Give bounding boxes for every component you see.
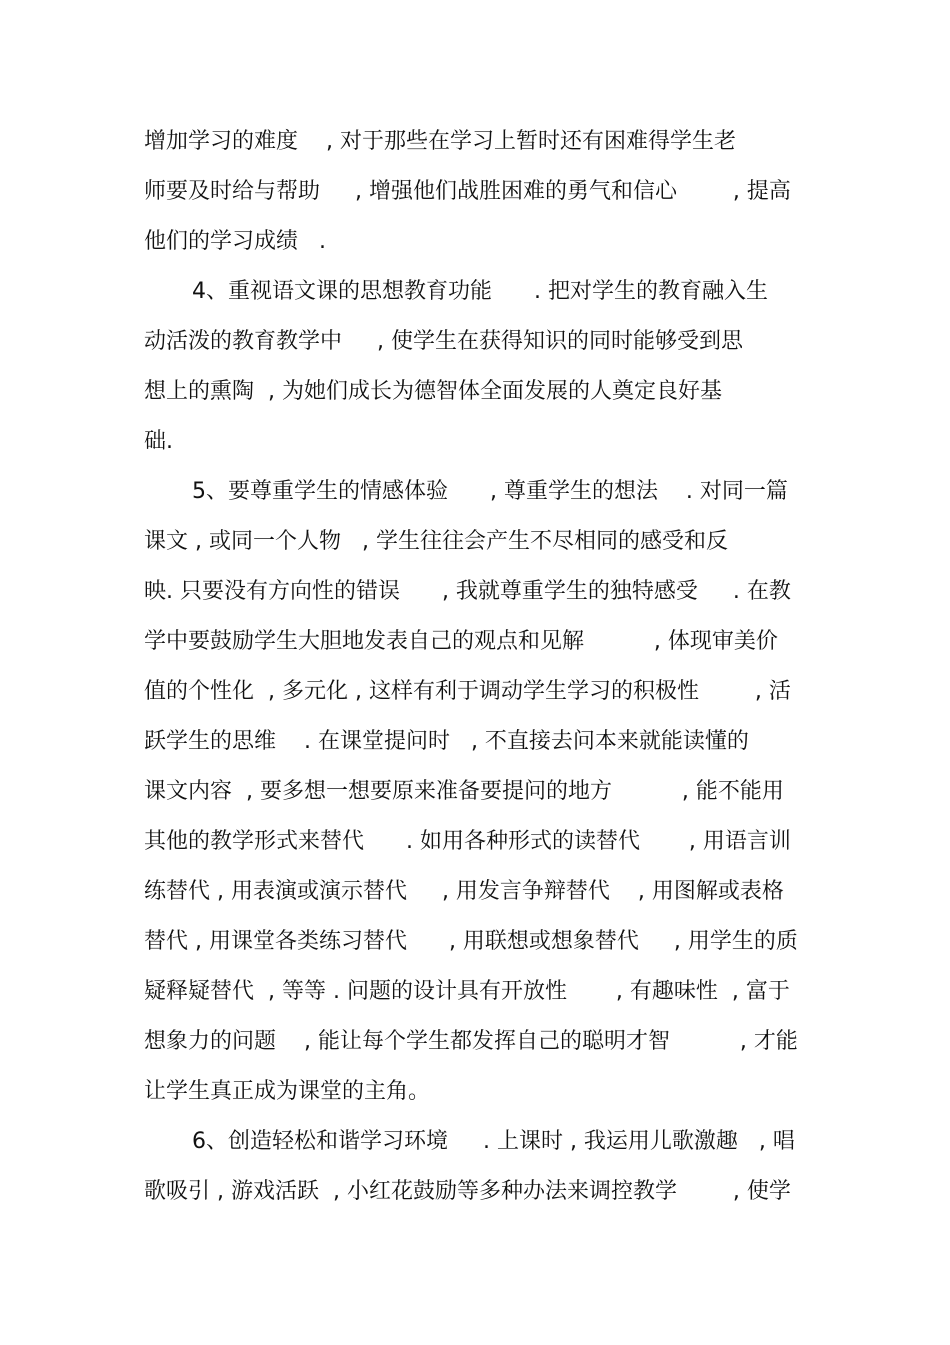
text-line: 跃学生的思维 . 在课堂提问时 , 不直接去问本来就能读懂的: [144, 729, 749, 754]
text-line: 值的个性化 , 多元化 , 这样有利于调动学生学习的积极性 , 活: [144, 679, 791, 704]
text-line: 5、要尊重学生的情感体验 , 尊重学生的想法 . 对同一篇: [192, 479, 788, 504]
text-line: 想上的熏陶 , 为她们成长为德智体全面发展的人奠定良好基: [144, 379, 722, 404]
text-line: 增加学习的难度 , 对于那些在学习上暂时还有困难得学生老: [144, 129, 736, 154]
text-line: 让学生真正成为课堂的主角。: [144, 1079, 431, 1104]
text-line: 他们的学习成绩 .: [144, 229, 326, 254]
text-line: 师要及时给与帮助 , 增强他们战胜困难的勇气和信心 , 提高: [144, 179, 791, 204]
text-line: 动活泼的教育教学中 , 使学生在获得知识的同时能够受到思: [144, 329, 743, 354]
text-line: 疑释疑替代 , 等等 . 问题的设计具有开放性 , 有趣味性 , 富于: [144, 979, 790, 1004]
text-line: 课文内容 , 要多想一想要原来准备要提问的地方 , 能不能用: [144, 779, 784, 804]
text-line: 练替代 , 用表演或演示替代 , 用发言争辩替代 , 用图解或表格: [144, 879, 784, 904]
text-line: 歌吸引 , 游戏活跃 , 小红花鼓励等多种办法来调控教学 , 使学: [144, 1179, 791, 1204]
text-line: 其他的教学形式来替代 . 如用各种形式的读替代 , 用语言训: [144, 829, 791, 854]
text-line: 课文 , 或同一个人物 , 学生往往会产生不尽相同的感受和反: [144, 529, 728, 554]
text-line: 础.: [144, 429, 173, 454]
text-line: 学中要鼓励学生大胆地发表自己的观点和见解 , 体现审美价: [144, 629, 778, 654]
document-body: [144, 123, 814, 1223]
text-line: 4、重视语文课的思想教育功能 . 把对学生的教育融入生: [192, 279, 768, 304]
text-line: 6、创造轻松和谐学习环境 . 上课时 , 我运用儿歌激趣 , 唱: [192, 1129, 795, 1154]
text-line: 想象力的问题 , 能让每个学生都发挥自己的聪明才智 , 才能: [144, 1029, 798, 1054]
text-line: 映. 只要没有方向性的错误 , 我就尊重学生的独特感受 . 在教: [144, 579, 791, 604]
text-line: 替代 , 用课堂各类练习替代 , 用联想或想象替代 , 用学生的质: [144, 929, 798, 954]
